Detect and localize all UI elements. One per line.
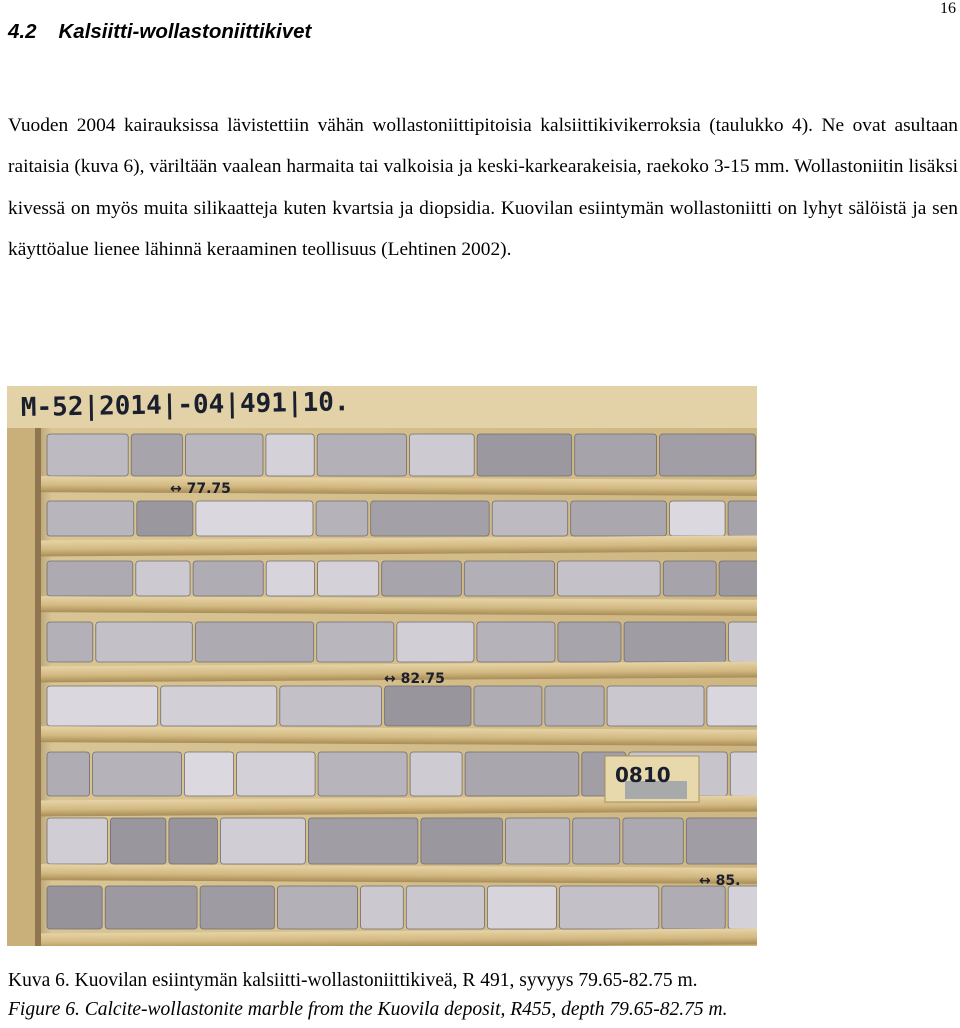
core-piece	[317, 434, 406, 476]
core-piece	[575, 434, 657, 476]
body-paragraph: Vuoden 2004 kairauksissa lävistettiin vähän wollastoniittipitoisia kalsiittikivikerroksia (taulukko 4). Ne ovat asultaan raitaisia (kuva 6), väriltään vaalean harmaita tai valkoisia ja keski-karkearakeisia, raekoko 3-15 mm. Wollastoniitin lisäksi kivessä on myös muita silikaatteja kuten kvartsia ja diopsidia. Kuovilan esiintymän wollastoniitti on lyhyt sälöistä ja sen käyttöalue lienee lähinnä keraaminen teollisuus (Lehtinen 2002).	[8, 115, 958, 260]
core-piece	[280, 686, 382, 726]
core-piece	[317, 622, 394, 662]
core-piece	[200, 886, 274, 929]
core-piece	[137, 501, 193, 536]
core-piece	[382, 561, 462, 596]
core-piece	[136, 561, 190, 596]
core-piece	[558, 622, 621, 662]
core-piece	[719, 561, 757, 596]
core-piece	[729, 622, 758, 662]
core-piece	[110, 818, 165, 864]
core-piece	[47, 752, 90, 796]
core-piece	[47, 561, 133, 596]
figure-caption-finnish: Kuva 6. Kuovilan esiintymän kalsiitti-wollastoniittikiveä, R 491, syvyys 79.65-82.75 m.	[8, 970, 698, 991]
core-piece	[607, 686, 704, 726]
core-piece	[487, 886, 556, 929]
section-heading	[8, 20, 311, 44]
core-piece	[196, 501, 313, 536]
core-piece	[193, 561, 263, 596]
depth-marker-2: ↔ 82.75	[384, 671, 445, 687]
core-piece	[686, 818, 757, 864]
core-piece	[318, 561, 379, 596]
core-piece	[96, 622, 193, 662]
figure-caption-english: Figure 6. Calcite-wollastonite marble from the Kuovila deposit, R455, depth 79.65-82.75 m.	[8, 999, 728, 1020]
box-left-wall-shadow	[35, 426, 41, 946]
core-piece	[410, 752, 462, 796]
core-piece	[492, 501, 568, 536]
core-piece	[409, 434, 474, 476]
core-piece	[266, 561, 314, 596]
core-piece	[47, 886, 102, 929]
core-piece	[93, 752, 182, 796]
core-piece	[371, 501, 490, 536]
box-label-text: M-52|2014|-04|491|10.	[20, 387, 350, 423]
core-piece	[559, 886, 658, 929]
core-piece	[47, 434, 128, 476]
core-piece	[730, 752, 757, 796]
core-piece	[421, 818, 503, 864]
core-piece	[220, 818, 305, 864]
core-piece	[105, 886, 197, 929]
depth-marker-1: ↔ 77.75	[170, 481, 231, 497]
core-piece	[184, 752, 233, 796]
core-piece	[545, 686, 604, 726]
core-piece	[663, 561, 716, 596]
core-piece	[195, 622, 313, 662]
core-piece	[161, 686, 277, 726]
core-piece	[465, 752, 579, 796]
core-piece	[406, 886, 484, 929]
core-piece	[47, 686, 158, 726]
core-piece	[131, 434, 182, 476]
section-number: 4.2	[8, 20, 37, 43]
core-piece	[707, 686, 757, 726]
box-tag-text: 0810	[615, 763, 671, 787]
core-piece	[670, 501, 726, 536]
page-number: 16	[940, 0, 956, 17]
core-piece	[558, 561, 661, 596]
core-piece	[47, 818, 107, 864]
core-piece	[477, 434, 572, 476]
core-piece	[728, 886, 757, 929]
core-piece	[308, 818, 418, 864]
core-piece	[169, 818, 218, 864]
core-piece	[186, 434, 264, 476]
core-piece	[477, 622, 555, 662]
core-piece	[571, 501, 667, 536]
core-piece	[662, 886, 725, 929]
depth-marker-3: ↔ 85.	[699, 873, 741, 889]
core-piece	[474, 686, 542, 726]
core-piece	[397, 622, 474, 662]
core-piece	[624, 622, 725, 662]
core-box-photo-svg	[7, 386, 757, 946]
core-box-photo	[7, 386, 757, 946]
core-piece	[623, 818, 683, 864]
section-title: Kalsiitti-wollastoniittikivet	[58, 20, 312, 43]
core-piece	[660, 434, 756, 476]
core-piece	[728, 501, 757, 536]
core-piece	[361, 886, 404, 929]
core-piece	[237, 752, 316, 796]
core-piece	[573, 818, 620, 864]
core-piece	[47, 501, 134, 536]
core-piece	[385, 686, 471, 726]
box-left-wall	[7, 386, 37, 946]
core-piece	[316, 501, 368, 536]
core-piece	[318, 752, 407, 796]
core-piece	[266, 434, 314, 476]
core-piece	[47, 622, 93, 662]
core-piece	[464, 561, 554, 596]
core-piece	[505, 818, 569, 864]
core-piece	[277, 886, 357, 929]
